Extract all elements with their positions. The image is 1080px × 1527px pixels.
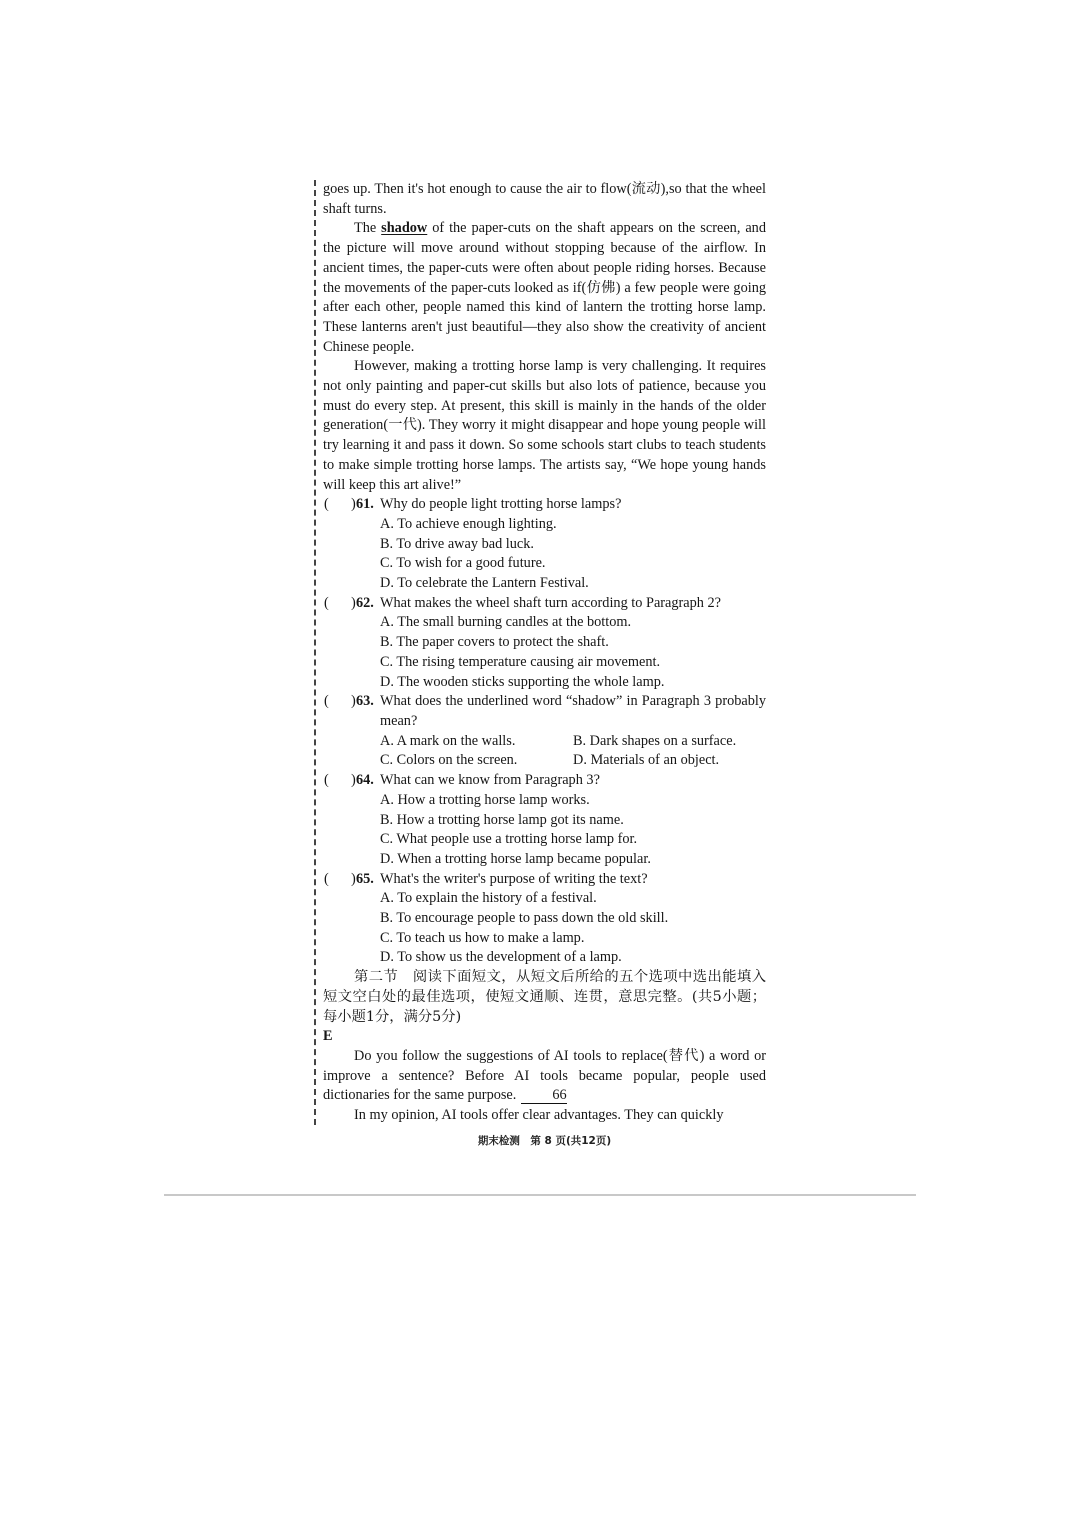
options-row-cd [323,751,766,771]
page-bottom-rule [164,1194,916,1196]
blank-66[interactable]: 66 [521,1088,566,1104]
option-d: D. When a trotting horse lamp became popular. [380,850,651,867]
option-c: C. To wish for a good future. [380,555,546,572]
text-column [323,180,766,1126]
question-number: 65. [356,870,374,887]
option-a: A. To explain the history of a festival. [380,890,597,907]
question-number: 63. [356,693,374,710]
question-stem: ( ) 61. Why do people light trotting horse lamps? [323,495,766,515]
question-stem: ( ) 62. What makes the wheel shaft turn according to Paragraph 2? [323,594,766,614]
question-63 [323,692,766,771]
options-row-ab [323,732,766,752]
question-number: 61. [356,496,374,513]
question-stem: ( ) 63. What does the underlined word “shadow” in Paragraph 3 probably mean? [324,693,766,729]
question-65 [323,870,766,969]
option-b: B. The paper covers to protect the shaft. [380,634,609,651]
option-d: D. To celebrate the Lantern Festival. [380,575,589,592]
option-b: B. To encourage people to pass down the old skill. [380,910,669,927]
question-stem: ( ) 64. What can we know from Paragraph 3? [323,771,766,791]
option-d: D. The wooden sticks supporting the whole lamp. [380,673,665,690]
option-d: D. To show us the development of a lamp. [380,949,622,966]
question-text: What can we know from Paragraph 3? [380,772,600,789]
para3-before: The [354,220,382,237]
question-64 [323,771,766,870]
question-stem: ( ) 65. What's the writer's purpose of writing the text? [323,870,766,890]
option-c: C. To teach us how to make a lamp. [380,929,585,946]
question-text: Why do people light trotting horse lamps? [380,496,622,513]
question-62 [323,594,766,693]
option-a: A. How a trotting horse lamp works. [380,791,590,808]
option-d: D. Materials of an object. [573,752,720,769]
question-text: What does the underlined word “shadow” in Paragraph 3 probably mean? [380,693,766,729]
question-61 [323,495,766,594]
passage-e-paragraph-1 [323,1047,766,1106]
binding-margin-dashed-line [314,180,316,1125]
passage-e-paragraph-2: In my opinion, AI tools offer clear advantages. They can quickly [354,1107,724,1124]
option-c: C. What people use a trotting horse lamp for. [380,831,638,848]
question-number: 64. [356,772,374,789]
option-a: A. A mark on the walls. [380,732,516,749]
question-text: What makes the wheel shaft turn according to Paragraph 2? [380,594,722,611]
option-c: C. The rising temperature causing air movement. [380,653,661,670]
option-a: A. To achieve enough lighting. [380,515,557,532]
option-c: C. Colors on the screen. [380,752,518,769]
option-b: B. How a trotting horse lamp got its name. [380,811,624,828]
question-number: 62. [356,594,374,611]
option-a: A. The small burning candles at the bottom. [380,614,632,631]
para3-after: of the paper-cuts on the shaft appears on the screen, and the picture will move around without stopping because of the airflow. In ancient times, the paper-cuts were often about people riding horses. Because the movements of the paper-cuts looked as if(仿佛) a few people were going after each other, people named this kind of lantern the trotting horse lamp. These lanterns aren't just beautiful—they also show the creativity of ancient Chinese people. [323,220,766,355]
passage-e-letter: E [323,1028,333,1045]
passage-d-paragraph-4: However, making a trotting horse lamp is very challenging. It requires not only painting and paper-cut skills but also lots of patience, because you must do every step. At present, this skill is mainly in the hands of the older generation(一代). They worry it might disappear and hope young people will try learning it and pass it down. So some schools start clubs to teach students to make simple trotting horse lamps. The artists say, “We hope young hands will keep this art alive!” [323,358,766,493]
passage-d-paragraph-3 [323,219,766,357]
underlined-word-shadow: shadow [381,220,428,237]
passage-e-para1-text: Do you follow the suggestions of AI tools to replace(替代) a word or improve a sentence? Before AI tools became popular, people used dictionaries for the same purpose. [323,1047,766,1104]
option-b: B. To drive away bad luck. [380,535,534,552]
passage-d-paragraph-2-end: goes up. Then it's hot enough to cause the air to flow(流动),so that the wheel shaft turns. [323,181,766,217]
question-text: What's the writer's purpose of writing the text? [380,870,648,887]
page-footer: 期末检测 第 8 页(共12页) [477,1135,612,1147]
section-2-instructions: 第二节 阅读下面短文，从短文后所给的五个选项中选出能填入短文空白处的最佳选项，使短文通顺、连贯，意思完整。(共5小题；每小题1分，满分5分) [323,969,766,1025]
option-b: B. Dark shapes on a surface. [573,732,737,749]
